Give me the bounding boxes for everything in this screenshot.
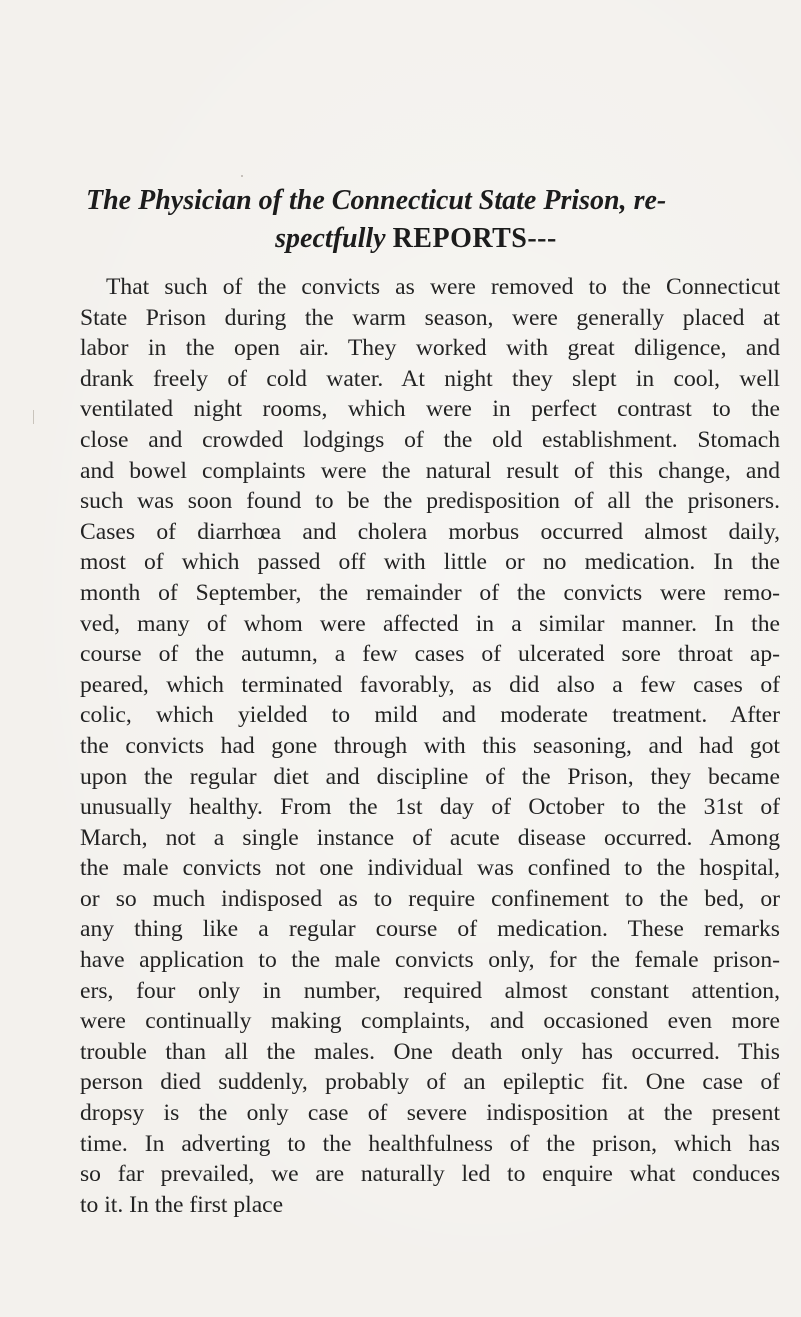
body-line: colic, which yielded to mild and moderate treatment. After <box>80 702 780 729</box>
body-line: upon the regular diet and discipline of the Prison, they became <box>80 763 780 790</box>
report-body <box>80 272 780 1220</box>
body-line: ventilated night rooms, which were in perfect contrast to the <box>80 396 780 423</box>
paper-mark <box>33 410 34 424</box>
heading-spectfully: spectfully <box>275 223 386 254</box>
body-line: peared, which terminated favorably, as did also a few cases of <box>80 671 780 698</box>
body-line: any thing like a regular course of medication. These remarks <box>80 916 780 943</box>
body-line: dropsy is the only case of severe indisposition at the present <box>80 1100 780 1127</box>
paper-speck <box>241 175 243 177</box>
heading-reports: REPORTS--- <box>392 223 557 254</box>
body-line: most of which passed off with little or no medication. In the <box>80 549 780 576</box>
body-line: State Prison during the warm season, were generally placed at <box>80 304 780 331</box>
body-line: labor in the open air. They worked with great diligence, and <box>80 335 780 362</box>
heading-title: The Physician of the Connecticut State Prison, <box>86 185 627 216</box>
body-line: have application to the male convicts only, for the female prison- <box>80 947 780 974</box>
body-line: such was soon found to be the predisposition of all the prisoners. <box>80 488 780 515</box>
body-line: and bowel complaints were the natural result of this change, and <box>80 457 780 484</box>
body-line: the convicts had gone through with this seasoning, and had got <box>80 732 780 759</box>
heading-hyphen-part: re- <box>633 185 667 216</box>
report-heading <box>76 182 776 258</box>
heading-line-1 <box>76 182 776 220</box>
body-line: the male convicts not one individual was confined to the hospital, <box>80 855 780 882</box>
body-line: person died suddenly, probably of an epileptic fit. One case of <box>80 1069 780 1096</box>
body-line: ers, four only in number, required almost constant attention, <box>80 977 780 1004</box>
body-line: Cases of diarrhœa and cholera morbus occurred almost daily, <box>80 518 780 545</box>
body-line: close and crowded lodgings of the old establishment. Stomach <box>80 426 780 453</box>
heading-line-2 <box>76 220 776 258</box>
body-line: to it. In the first place <box>80 1191 284 1218</box>
body-line: time. In adverting to the healthfulness of the prison, which has <box>80 1130 780 1157</box>
body-line: were continually making complaints, and occasioned even more <box>80 1008 780 1035</box>
body-line: ved, many of whom were affected in a similar manner. In the <box>80 610 780 637</box>
body-line: so far prevailed, we are naturally led to enquire what conduces <box>80 1161 780 1188</box>
body-line: March, not a single instance of acute disease occurred. Among <box>80 824 780 851</box>
body-line: course of the autumn, a few cases of ulcerated sore throat ap- <box>80 641 780 668</box>
body-line: That such of the convicts as were removed to the Connecticut <box>106 274 780 300</box>
body-line: drank freely of cold water. At night they slept in cool, well <box>80 365 780 392</box>
body-line: or so much indisposed as to require confinement to the bed, or <box>80 885 780 912</box>
body-line: month of September, the remainder of the convicts were remo- <box>80 579 780 606</box>
body-line: unusually healthy. From the 1st day of October to the 31st of <box>80 794 780 821</box>
body-line: trouble than all the males. One death only has occurred. This <box>80 1038 780 1065</box>
